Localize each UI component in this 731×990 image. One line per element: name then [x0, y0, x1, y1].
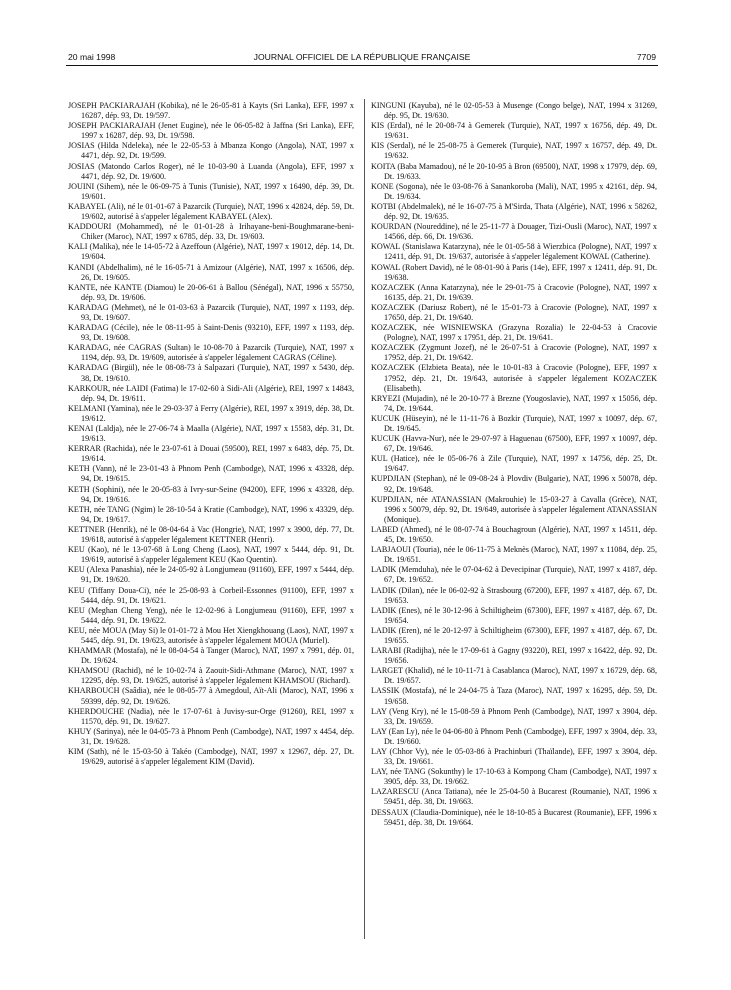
naturalization-entry: LABED (Ahmed), né le 08-07-74 à Bouchagroun (Algérie), NAT, 1997 x 14511, dép. 45, Dt. 19/650. — [371, 524, 657, 545]
naturalization-entry: KOURDAN (Noureddine), né le 25-11-77 à Douager, Tizi-Ousli (Maroc), NAT, 1997 x 14566, dép. 66, Dt. 19/636. — [371, 222, 657, 242]
naturalization-entry: KANTE, née KANTE (Diamou) le 20-06-61 à Ballou (Sénégal), NAT, 1996 x 55750, dép. 93, Dt. 19/606. — [68, 282, 354, 302]
naturalization-entry: KOZACZEK (Zygmunt Jozef), né le 26-07-51 à Cracovie (Pologne), NAT, 1997 x 17952, dép. 21, Dt. 19/642. — [371, 343, 657, 363]
naturalization-entry: LASSIK (Mostafa), né le 24-04-75 à Taza (Maroc), NAT, 1997 x 16295, dép. 59, Dt. 19/658. — [371, 686, 657, 706]
naturalization-entry: JOUINI (Sihem), née le 06-09-75 à Tunis (Tunisie), NAT, 1997 x 16490, dép. 39, Dt. 19/601. — [68, 181, 354, 201]
naturalization-entry: KETH, née TANG (Ngim) le 28-10-54 à Kratie (Cambodge), NAT, 1996 x 43329, dép. 94, Dt. 19/617. — [68, 504, 354, 524]
naturalization-entry: KOWAL (Stanislawa Katarzyna), née le 01-05-58 à Wierzbica (Pologne), NAT, 1997 x 12411, dép. 91, Dt. 19/637, autorisée à s'appeler légalement KOWAL (Catherine). — [371, 242, 657, 262]
naturalization-entry: KOZACZEK (Elzbieta Beata), née le 10-01-83 à Cracovie (Pologne), EFF, 1997 x 17952, dép. 21, Dt. 19/643, autorisée à s'appeler légalement KOZACZEK (Elisabeth). — [371, 363, 657, 393]
naturalization-entry: KOWAL (Robert David), né le 08-01-90 à Paris (14e), EFF, 1997 x 12411, dép. 91, Dt. 19/638. — [371, 262, 657, 282]
naturalization-entry: LADIK (Enes), né le 30-12-96 à Schiltigheim (67300), EFF, 1997 x 4187, dép. 67, Dt. 19/654. — [371, 605, 657, 625]
naturalization-entry: KETH (Vann), né le 23-01-43 à Phnom Penh (Cambodge), NAT, 1996 x 43328, dép. 94, Dt. 19/615. — [68, 464, 354, 484]
naturalization-entry: KONE (Sogona), née le 03-08-76 à Sanankoroba (Mali), NAT, 1995 x 42161, dép. 94, Dt. 19/634. — [371, 181, 657, 201]
naturalization-entry: KUPDJIAN (Stephan), né le 09-08-24 à Plovdiv (Bulgarie), NAT, 1996 x 50078, dép. 92, Dt. 19/648. — [371, 474, 657, 494]
naturalization-entry: KADDOURI (Mohammed), né le 01-01-28 à Irihayane-beni-Boughmarane-beni-Chiker (Maroc), NAT, 1997 x 6785, dép. 33, Dt. 19/603. — [68, 222, 354, 242]
page-header — [68, 52, 656, 66]
naturalization-entry: JOSEPH PACKIARAJAH (Kobika), né le 26-05-81 à Kayts (Sri Lanka), EFF, 1997 x 16287, dép. 93, Dt. 19/597. — [68, 101, 354, 121]
naturalization-entry: KENAI (Laldja), née le 27-06-74 à Maalla (Algérie), NAT, 1997 x 15583, dép. 31, Dt. 19/613. — [68, 424, 354, 444]
naturalization-entry: LAZARESCU (Anca Tatiana), née le 25-04-50 à Bucarest (Roumanie), NAT, 1996 x 59451, dép. 38, Dt. 19/663. — [371, 787, 657, 807]
naturalization-entry: LADIK (Eren), né le 20-12-97 à Schiltigheim (67300), EFF, 1997 x 4187, dép. 67, Dt. 19/655. — [371, 625, 657, 645]
naturalization-entry: KINGUNI (Kayuba), né le 02-05-53 à Musenge (Congo belge), NAT, 1994 x 31269, dép. 95, Dt. 19/630. — [371, 101, 657, 121]
naturalization-entry: JOSIAS (Hilda Ndeleka), née le 22-05-53 à Mbanza Kongo (Angola), NAT, 1997 x 4471, dép. 92, Dt. 19/599. — [68, 141, 354, 161]
header-rule — [66, 65, 658, 66]
naturalization-entry: KELMANI (Yamina), née le 29-03-37 à Ferry (Algérie), REI, 1997 x 3919, dép. 38, Dt. 19/612. — [68, 403, 354, 423]
naturalization-entry: KUCUK (Havva-Nur), née le 29-07-97 à Haguenau (67500), EFF, 1997 x 10097, dép. 67, Dt. 19/646. — [371, 434, 657, 454]
naturalization-entry: KOTBI (Abdelmalek), né le 16-07-75 à M'Sirda, Thata (Algérie), NAT, 1996 x 58262, dép. 92, Dt. 19/635. — [371, 201, 657, 222]
naturalization-entry: KEU (Meghan Cheng Yeng), née le 12-02-96 à Longjumeau (91160), EFF, 1997 x 5444, dép. 91, Dt. 19/622. — [68, 605, 354, 625]
naturalization-entry: KARADAG, née CAGRAS (Sultan) le 10-08-70 à Pazarcik (Turquie), NAT, 1997 x 1194, dép. 93, Dt. 19/609, autorisée à s'appeler légalement CAGRAS (Céline). — [68, 343, 354, 363]
naturalization-entry: KHERDOUCHE (Nadia), née le 17-07-61 à Juvisy-sur-Orge (91260), REI, 1997 x 11570, dép. 91, Dt. 19/627. — [68, 706, 354, 726]
naturalization-entry: KETTNER (Henrik), né le 08-04-64 à Vac (Hongrie), NAT, 1997 x 3900, dép. 77, Dt. 19/618, autorisé à s'appeler légalement KETTNER (Henri). — [68, 524, 354, 545]
journal-title: JOURNAL OFFICIEL DE LA RÉPUBLIQUE FRANÇAISE — [253, 52, 471, 62]
naturalization-entry: KEU (Alexa Panashia), née le 24-05-92 à Longjumeau (91160), EFF, 1997 x 5444, dép. 91, Dt. 19/620. — [68, 565, 354, 585]
naturalization-entry: KALI (Malika), née le 14-05-72 à Azeffoun (Algérie), NAT, 1997 x 19012, dép. 14, Dt. 19/604. — [68, 242, 354, 262]
naturalization-entry: KEU, née MOUA (May Si) le 01-01-72 à Mou Het Xiengkhouang (Laos), NAT, 1997 x 5445, dép. 91, Dt. 19/623, autorisée à s'appeler légalement MOUA (Muriel). — [68, 625, 354, 645]
naturalization-entry: DESSAUX (Claudia-Dominique), née le 18-10-85 à Bucarest (Roumanie), EFF, 1996 x 59451, dép. 38, Dt. 19/664. — [371, 807, 657, 827]
naturalization-entry: KIM (Sath), né le 15-03-50 à Takéo (Cambodge), NAT, 1997 x 12967, dép. 27, Dt. 19/629, autorisé à s'appeler légalement KIM (David). — [68, 747, 354, 767]
naturalization-entry: LARGET (Khalid), né le 10-11-71 à Casablanca (Maroc), NAT, 1997 x 16729, dép. 68, Dt. 19/657. — [371, 666, 657, 686]
naturalization-entry: KARKOUR, née LAIDI (Fatima) le 17-02-60 à Sidi-Ali (Algérie), REI, 1997 x 14843, dép. 94, Dt. 19/611. — [68, 383, 354, 403]
naturalization-entry: KETH (Sophini), née le 20-05-83 à Ivry-sur-Seine (94200), EFF, 1996 x 43328, dép. 94, Dt. 19/616. — [68, 484, 354, 504]
naturalization-entry: KHAMSOU (Rachid), né le 10-02-74 à Zaouit-Sidi-Athmane (Maroc), NAT, 1997 x 12295, dép. 93, Dt. 19/625, autorisé à s'appeler légalement KHAMSOU (Richard). — [68, 666, 354, 686]
column-separator — [364, 99, 365, 939]
naturalization-entry: KHAMMAR (Mostafa), né le 08-04-54 à Tanger (Maroc), NAT, 1997 x 7991, dép. 01, Dt. 19/624. — [68, 646, 354, 666]
naturalization-entry: KIS (Serdal), né le 25-08-75 à Gemerek (Turquie), NAT, 1997 x 16757, dép. 49, Dt. 19/632. — [371, 141, 657, 161]
page-number: 7709 — [636, 52, 656, 62]
naturalization-entry: KHUY (Sarinya), née le 04-05-73 à Phnom Penh (Cambodge), NAT, 1997 x 4454, dép. 31, Dt. 19/628. — [68, 726, 354, 746]
naturalization-entry: LABJAOUI (Touria), née le 06-11-75 à Meknès (Maroc), NAT, 1997 x 11084, dép. 25, Dt. 19/651. — [371, 545, 657, 565]
naturalization-entry: LAY, née TANG (Sokunthy) le 17-10-63 à Kompong Cham (Cambodge), NAT, 1997 x 3905, dép. 33, Dt. 19/662. — [371, 767, 657, 787]
naturalization-entry: KUPDJIAN, née ATANASSIAN (Makrouhie) le 15-03-27 à Cavalla (Grèce), NAT, 1996 x 50079, dép. 92, Dt. 19/649, autorisée à s'appeler légalement ATANASSIAN (Monique). — [371, 494, 657, 524]
naturalization-entry: KHARBOUCH (Saâdia), née le 08-05-77 à Amegdoul, Aït-Ali (Maroc), NAT, 1996 x 59399, dép. 92, Dt. 19/626. — [68, 686, 354, 706]
naturalization-entry: KANDI (Abdelhalim), né le 16-05-71 à Amizour (Algérie), NAT, 1997 x 16506, dép. 26, Dt. 19/605. — [68, 262, 354, 282]
right-column — [371, 101, 657, 828]
naturalization-entry: KOZACZEK, née WISNIEWSKA (Grazyna Rozalia) le 22-04-53 à Cracovie (Pologne), NAT, 1997 x 17951, dép. 21, Dt. 19/641. — [371, 323, 657, 343]
naturalization-entry: KUL (Hatice), née le 05-06-76 à Zile (Turquie), NAT, 1997 x 14756, dép. 25, Dt. 19/647. — [371, 454, 657, 474]
naturalization-entry: KABAYEL (Ali), né le 01-01-67 à Pazarcik (Turquie), NAT, 1996 x 42824, dép. 59, Dt. 19/602, autorisé à s'appeler légalement KABAYEL (Alex). — [68, 201, 354, 222]
naturalization-entry: LARABI (Radijha), née le 17-09-61 à Gagny (93220), REI, 1997 x 16422, dép. 92, Dt. 19/656. — [371, 646, 657, 666]
naturalization-entry: KARADAG (Birgül), née le 08-08-73 à Salpazari (Turquie), NAT, 1997 x 5430, dép. 38, Dt. 19/610. — [68, 363, 354, 383]
naturalization-entry: KOZACZEK (Anna Katarzyna), née le 29-01-75 à Cracovie (Pologne), NAT, 1997 x 16135, dép. 21, Dt. 19/639. — [371, 282, 657, 302]
naturalization-entry: LADIK (Memduha), née le 07-04-62 à Devecipinar (Turquie), NAT, 1997 x 4187, dép. 67, Dt. 19/652. — [371, 565, 657, 585]
naturalization-entry: KARADAG (Mehmet), né le 01-03-63 à Pazarcik (Turquie), NAT, 1997 x 1193, dép. 93, Dt. 19/607. — [68, 302, 354, 322]
naturalization-entry: KOZACZEK (Dariusz Robert), né le 15-01-73 à Cracovie (Pologne), NAT, 1997 x 17650, dép. 21, Dt. 19/640. — [371, 302, 657, 322]
naturalization-entry: JOSIAS (Matondo Carlos Roger), né le 10-03-90 à Luanda (Angola), EFF, 1997 x 4471, dép. 92, Dt. 19/600. — [68, 161, 354, 181]
naturalization-entry: KARADAG (Cécile), née le 08-11-95 à Saint-Denis (93210), EFF, 1997 x 1193, dép. 93, Dt. 19/608. — [68, 323, 354, 343]
naturalization-entry: JOSEPH PACKIARAJAH (Jenet Eugine), née le 06-05-82 à Jaffna (Sri Lanka), EFF, 1997 x 16287, dép. 93, Dt. 19/598. — [68, 121, 354, 141]
naturalization-entry: LAY (Chhor Vy), née le 05-03-86 à Prachinburi (Thaïlande), EFF, 1997 x 3904, dép. 33, Dt. 19/661. — [371, 747, 657, 767]
naturalization-entry: KRYEZI (Mujadin), né le 20-10-77 à Brezne (Yougoslavie), NAT, 1997 x 15056, dép. 74, Dt. 19/644. — [371, 393, 657, 413]
left-column — [68, 101, 354, 767]
naturalization-entry: KUCUK (Hüseyin), né le 11-11-76 à Bozkir (Turquie), NAT, 1997 x 10097, dép. 67, Dt. 19/645. — [371, 413, 657, 433]
naturalization-entry: KOITA (Baba Mamadou), né le 20-10-95 à Bron (69500), NAT, 1998 x 17979, dép. 69, Dt. 19/633. — [371, 161, 657, 181]
naturalization-entry: LADIK (Dilan), née le 06-02-92 à Strasbourg (67200), EFF, 1997 x 4187, dép. 67, Dt. 19/653. — [371, 585, 657, 605]
naturalization-entry: LAY (Ean Ly), née le 04-06-80 à Phnom Penh (Cambodge), EFF, 1997 x 3904, dép. 33, Dt. 19/660. — [371, 726, 657, 746]
issue-date: 20 mai 1998 — [68, 52, 116, 62]
naturalization-entry: KERRAR (Rachida), née le 23-07-61 à Douai (59500), REI, 1997 x 6483, dép. 75, Dt. 19/614. — [68, 444, 354, 464]
naturalization-entry: KEU (Kao), né le 13-07-68 à Long Cheng (Laos), NAT, 1997 x 5444, dép. 91, Dt. 19/619, autorisé à s'appeler légalement KEU (Kao Quentin). — [68, 545, 354, 565]
naturalization-entry: LAY (Veng Kry), né le 15-08-59 à Phnom Penh (Cambodge), NAT, 1997 x 3904, dép. 33, Dt. 19/659. — [371, 706, 657, 726]
naturalization-entry: KEU (Tiffany Doua-Ci), née le 25-08-93 à Corbeil-Essonnes (91100), EFF, 1997 x 5444, dép. 91, Dt. 19/621. — [68, 585, 354, 605]
naturalization-entry: KIS (Erdal), né le 20-08-74 à Gemerek (Turquie), NAT, 1997 x 16756, dép. 49, Dt. 19/631. — [371, 121, 657, 141]
